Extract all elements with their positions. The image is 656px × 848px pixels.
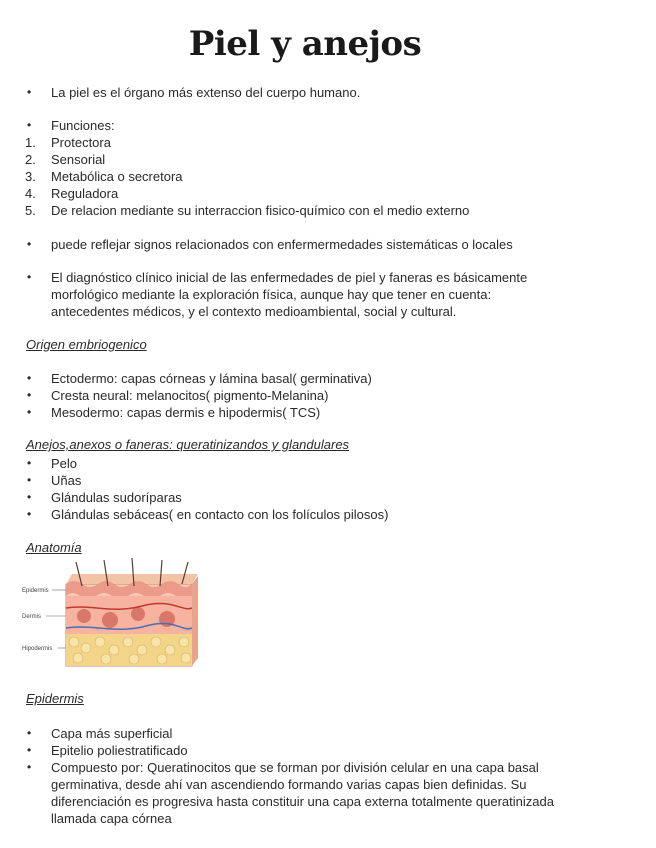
bullet-icon: • (27, 118, 32, 132)
list-item-text: Metabólica o secretora (51, 169, 183, 184)
list-item-text: Epitelio poliestratificado (51, 743, 188, 758)
list-item-text: Glándulas sebáceas( en contacto con los folículos pilosos) (51, 507, 389, 522)
list-item-text: Cresta neural: melanocitos( pigmento-Melanina) (51, 388, 329, 403)
anatomia-heading: Anatomía (26, 540, 82, 555)
list-item-text: Pelo (51, 456, 78, 471)
list-number: 4. (25, 186, 36, 201)
list-number: 2. (25, 152, 36, 167)
bullet-icon: • (27, 270, 32, 284)
compuesto-line-2: germinativa, desde ahí van ascendiendo formando varias capas bien definidas. Su (51, 777, 527, 792)
list-number: 5. (25, 203, 36, 218)
list-item-text: Capa más superficial (51, 726, 173, 741)
label-hipodermis: Hipodermis (22, 646, 53, 652)
list-item-text: Sensorial (51, 152, 106, 167)
list-item-text: Ectodermo: capas córneas y lámina basal( germinativa) (51, 371, 372, 386)
bullet-icon: • (27, 743, 32, 757)
compuesto-line-3: diferenciación es progresiva hasta constituir una capa externa totalmente queratinizada (51, 794, 554, 809)
diagnostico-line-3: antecedentes médicos, y el contexto medioambiental, social y cultural. (51, 304, 457, 319)
list-item-text: Uñas (51, 473, 82, 488)
list-item-text: Protectora (51, 135, 111, 150)
skin-anatomy-illustration (22, 556, 202, 676)
compuesto-line-4: llamada capa córnea (51, 811, 172, 826)
list-item-text: De relacion mediante su interraccion fisico-químico con el medio externo (51, 203, 470, 218)
bullet-icon: • (27, 473, 32, 487)
list-item-text: Glándulas sudoríparas (51, 490, 182, 505)
list-item-text: Mesodermo: capas dermis e hipodermis( TCS) (51, 405, 321, 420)
anejos-heading: Anejos,anexos o faneras: queratinizandos y glandulares (26, 437, 350, 452)
funciones-heading: Funciones: (51, 118, 115, 133)
bullet-icon: • (27, 456, 32, 470)
bullet-icon: • (27, 490, 32, 504)
label-dermis: Dermis (22, 614, 41, 620)
bullet-icon: • (27, 760, 32, 774)
bullet-icon: • (27, 405, 32, 419)
list-item-text: Reguladora (51, 186, 119, 201)
epidermis-heading: Epidermis (26, 691, 84, 706)
signos-text: puede reflejar signos relacionados con enfermermedades sistemáticas o locales (51, 237, 513, 252)
diagnostico-line-1: El diagnóstico clínico inicial de las enfermedades de piel y faneras es básicamente (51, 270, 528, 285)
bullet-icon: • (27, 507, 32, 521)
list-number: 1. (25, 135, 36, 150)
diagnostico-line-2: morfológico mediante la exploración física, aunque hay que tener en cuenta: (51, 287, 492, 302)
bullet-icon: • (27, 726, 32, 740)
origen-heading: Origen embriogenico (26, 337, 147, 352)
compuesto-line-1: Compuesto por: Queratinocitos que se forman por división celular en una capa basal (51, 760, 539, 775)
label-epidermis: Epidermis (22, 588, 49, 594)
intro-text: La piel es el órgano más extenso del cuerpo humano. (51, 85, 361, 100)
bullet-icon: • (27, 237, 32, 251)
page-title: Piel y anejos (188, 24, 422, 64)
bullet-icon: • (27, 388, 32, 402)
list-number: 3. (25, 169, 36, 184)
bullet-icon: • (27, 371, 32, 385)
bullet-icon: • (27, 85, 32, 99)
